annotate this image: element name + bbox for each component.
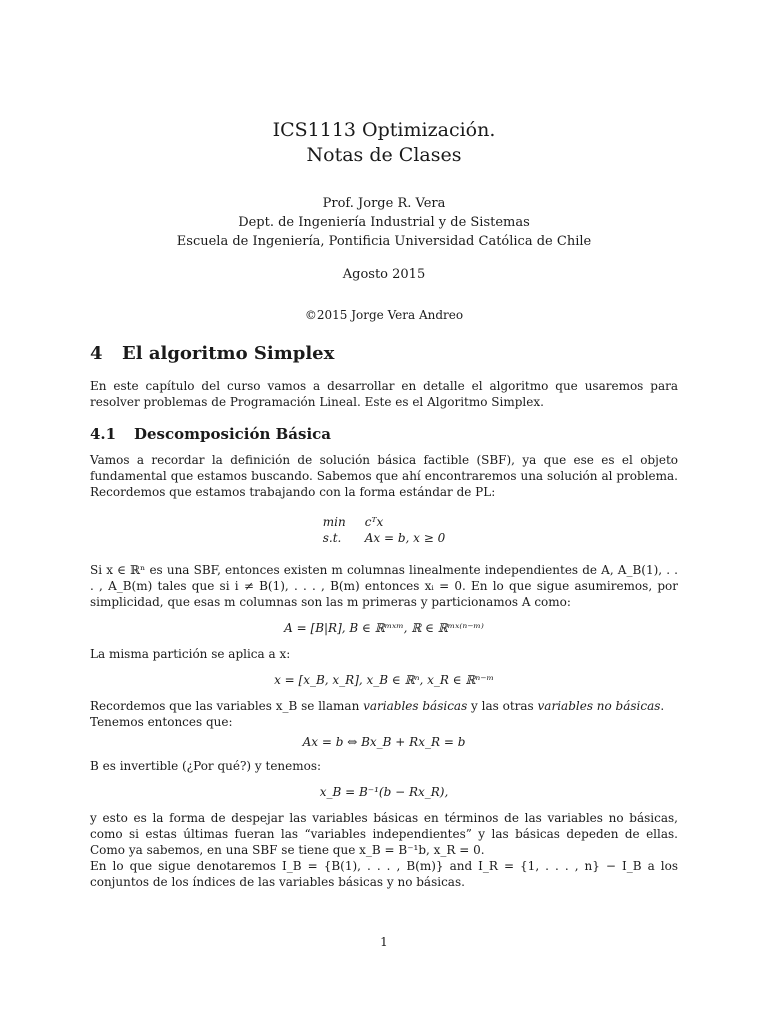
section-intro: En este capítulo del curso vamos a desarrollar en detalle el algoritmo que usaremos para resolver problemas de Programación Lineal. Este es el Algoritmo Simplex.: [90, 379, 678, 409]
text-fragment: Recordemos que las variables x_B se llaman: [90, 699, 364, 713]
subsection-heading: [90, 424, 678, 444]
section-heading: [90, 342, 678, 366]
paragraph-invertible: B es invertible (¿Por qué?) y tenemos:: [90, 759, 322, 773]
author-name: Prof. Jorge R. Vera: [322, 196, 446, 211]
equation-partition-a: A = [B|R], B ∈ ℝᵐˣᵐ, ℝ ∈ ℝᵐˣ⁽ⁿ⁻ᵐ⁾: [284, 621, 484, 635]
section-number: 4: [90, 343, 103, 364]
main-content: [90, 342, 678, 890]
page-number: 1: [380, 935, 388, 949]
paragraph-basic-variables: [90, 698, 678, 714]
text-fragment: y las otras: [467, 699, 538, 713]
document-title-line1: ICS1113 Optimización.: [272, 119, 496, 141]
author-block: [0, 194, 768, 251]
author-school: Escuela de Ingeniería, Pontificia Universidad Católica de Chile: [176, 234, 592, 249]
equation-basic-solution: x_B = B⁻¹(b − Rx_R),: [319, 785, 449, 799]
opt-st-expression: Ax = b, x ≥ 0: [364, 531, 446, 545]
copyright-notice: ©2015 Jorge Vera Andreo: [304, 308, 464, 322]
paragraph-explanation: y esto es la forma de despejar las variables básicas en términos de las variables no básicas, como si estas últimas fueran las “variables independientes” y las básicas depeden de ellas. Como ya sabemos, en una SBF se tiene que x_B = B⁻¹b, x_R = 0.: [90, 811, 678, 857]
title-block: [0, 118, 768, 323]
paragraph-sbf-definition: Vamos a recordar la definición de solución básica factible (SBF), ya que ese es el objeto fundamental que estamos buscando. Sabemos que ahí encontraremos una solución al problema. Recordemos que estamos trabajando con la forma estándar de PL:: [90, 453, 678, 499]
subsection-title: Descomposición Básica: [134, 425, 331, 443]
opt-min-expression: cᵀx: [364, 515, 384, 529]
document-date: Agosto 2015: [342, 267, 426, 282]
opt-st-label: s.t.: [322, 531, 342, 545]
equation-system-split: Ax = b ⇔ Bx_B + Rx_R = b: [302, 735, 466, 749]
term-nonbasic-variables: variables no básicas: [537, 699, 661, 713]
standard-form-equation: [90, 510, 678, 552]
paragraph-sbf-columns: Si x ∈ ℝⁿ es una SBF, entonces existen m columnas linealmente independientes de A, A_B(1), . . . , A_B(m) tales que si i ≠ B(1), . . . , B(m) entonces xᵢ = 0. En lo que sigue asumiremos, por simplicidad, que esas m columnas son las m primeras y particionamos A como:: [90, 563, 678, 609]
subsection-number: 4.1: [90, 425, 117, 443]
section-title: El algoritmo Simplex: [122, 343, 335, 364]
paragraph-partition-x: La misma partición se aplica a x:: [90, 647, 291, 661]
document-title-line2: Notas de Clases: [306, 144, 462, 166]
term-basic-variables: variables básicas: [363, 699, 468, 713]
text-fragment: .: [660, 699, 665, 713]
paragraph-index-sets: En lo que sigue denotaremos I_B = {B(1), . . . , B(m)} and I_R = {1, . . . , n} − I_B a los conjuntos de los índices de las variables básicas y no básicas.: [90, 859, 678, 889]
equation-partition-x: x = [x_B, x_R], x_B ∈ ℝⁿ, x_R ∈ ℝⁿ⁻ᵐ: [274, 673, 494, 687]
opt-min-label: min: [322, 515, 346, 529]
paragraph-then: Tenemos entonces que:: [90, 715, 233, 729]
author-department: Dept. de Ingeniería Industrial y de Sistemas: [238, 215, 530, 230]
